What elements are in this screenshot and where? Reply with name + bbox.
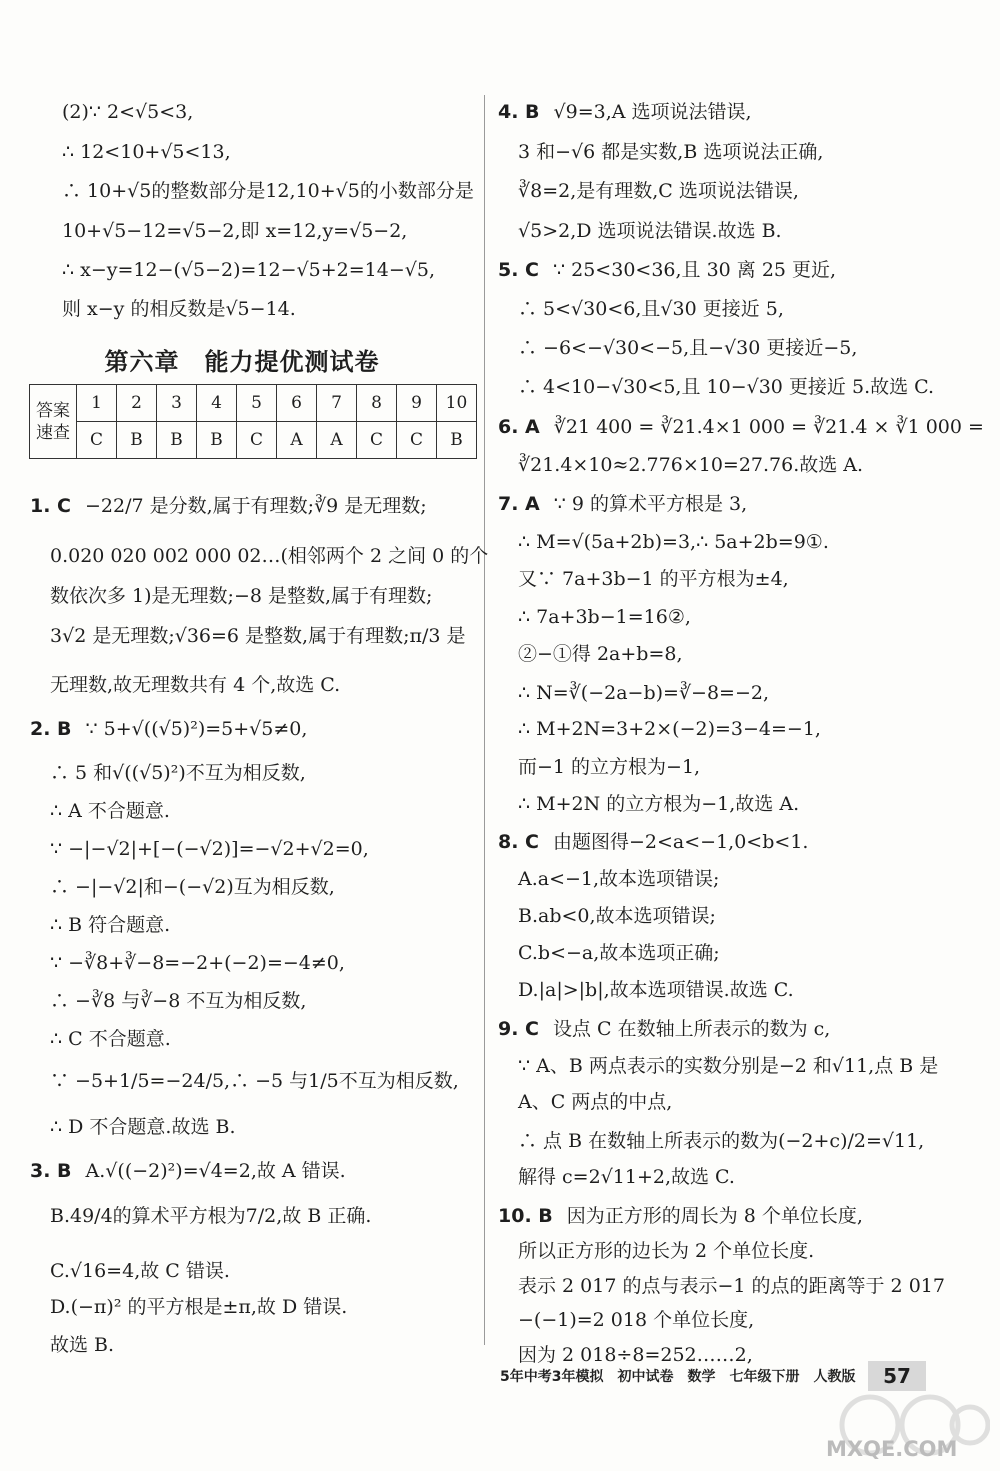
question-number: 7. A [498,493,540,515]
solution-line [518,754,700,780]
solution-line [50,912,170,938]
solution-line [518,1089,672,1115]
solution-text: 因为 2 018÷8=252……2, [518,1344,753,1366]
solution-text: B.ab<0,故本选项错误; [518,905,716,927]
answer-table [29,384,477,459]
solution-text: 由题图得−2<a<−1,0<b<1. [553,831,809,853]
solution-line [50,1203,371,1229]
answer-letter: C [397,422,437,459]
solution-line [518,1128,924,1154]
solution-text: ∴ C 不合题意. [50,1028,171,1050]
solution-line [498,414,984,440]
column-divider [484,95,485,1345]
answer-number: 6 [277,385,317,422]
question-number: 6. A [498,416,540,438]
answer-letter: A [277,422,317,459]
solution-line [50,583,432,609]
solution-line [518,1164,735,1190]
solution-text: 3√2 是无理数;√36=6 是整数,属于有理数;π/3 是 [50,625,466,647]
solution-text: ∴ B 符合题意. [50,914,171,936]
answer-letter: A [317,422,357,459]
question-number: 8. C [498,831,539,853]
solution-text: ∴ M+2N=3+2×(−2)=3−4=−1, [518,718,821,740]
solution-line [518,1273,945,1299]
solution-line [518,866,719,892]
solution-text: 0.020 020 002 000 02…(相邻两个 2 之间 0 的个 [50,545,489,567]
solution-text: C.b<−a,故本选项正确; [518,942,720,964]
answer-number: 8 [357,385,397,422]
solution-line [518,1053,938,1079]
footer-text: 5年中考3年模拟 初中试卷 数学 七年级下册 人教版 [500,1369,856,1385]
question-number: 9. C [498,1018,539,1040]
solution-text: A.√((−2)²)=√4=2,故 A 错误. [85,1160,346,1182]
text-line: ∴ 10+√5的整数部分是12,10+√5的小数部分是 [62,180,474,202]
text-line: ∴ x−y=12−(√5−2)=12−√5+2=14−√5, [62,259,436,281]
solution-text: 3 和−√6 都是实数,B 选项说法正确, [518,141,824,163]
solution-text: ∴ 5<√30<6,且√30 更接近 5, [518,298,784,320]
solution-line [30,1158,346,1184]
solution-line [50,1026,171,1052]
solution-text: 设点 C 在数轴上所表示的数为 c, [553,1018,831,1040]
solution-line [518,940,720,966]
solution-text: ②−①得 2a+b=8, [518,643,683,665]
solution-line [50,798,170,824]
solution-line [50,836,369,862]
solution-line [50,760,306,786]
solution-text: 又∵ 7a+3b−1 的平方根为±4, [518,568,789,590]
solution-text: ∴ −6<−√30<−5,且−√30 更接近−5, [518,337,858,359]
solution-line [518,1307,754,1333]
solution-line [498,1016,830,1042]
solution-text: ∴ M+2N 的立方根为−1,故选 A. [518,793,800,815]
solution-line [518,641,683,667]
answer-number: 5 [237,385,277,422]
solution-text: √5>2,D 选项说法错误.故选 B. [518,220,782,242]
solution-line [518,791,799,817]
answer-letter: B [437,422,477,459]
solution-text: ∛8=2,是有理数,C 选项说法错误, [518,180,799,202]
solution-text: ∵ 9 的算术平方根是 3, [553,493,748,515]
solution-text: ∴ D 不合题意.故选 B. [50,1116,236,1138]
answer-letter: B [197,422,237,459]
solution-line [50,950,345,976]
solution-line [518,903,716,929]
solution-text: C.√16=4,故 C 错误. [50,1260,230,1282]
solution-text: 解得 c=2√11+2,故选 C. [518,1166,735,1188]
solution-text: ∵ 5+√((√5)²)=5+√5≠0, [85,718,308,740]
solution-text: ∴ A 不合题意. [50,800,170,822]
answer-number: 10 [437,385,477,422]
solution-line [498,491,747,517]
answer-number: 4 [197,385,237,422]
solution-line [50,623,466,649]
solution-line [30,493,427,519]
answer-number: 2 [117,385,157,422]
solution-line [518,977,794,1003]
answer-number: 7 [317,385,357,422]
solution-text: ∛21 400 = ∛21.4×1 000 = ∛21.4 × ∛1 000 = [553,416,984,438]
solution-text: ∵ A、B 两点表示的实数分别是−2 和√11,点 B 是 [518,1055,939,1077]
solution-line [518,139,823,165]
answer-table-header: 答案速查 [30,385,77,459]
solution-line [518,1238,814,1264]
solution-text: ∴ −|−√2|和−(−√2)互为相反数, [50,876,335,898]
solution-line [518,604,691,630]
solution-line [518,335,857,361]
answer-letter: C [357,422,397,459]
solution-text: ∴ M=√(5a+2b)=3,∴ 5a+2b=9①. [518,531,829,553]
solution-line [498,1203,863,1229]
solution-line [518,716,821,742]
solution-text: ∵ −∛8+∛−8=−2+(−2)=−4≠0, [50,952,345,974]
solution-line [518,374,934,400]
solution-line [518,566,789,592]
solution-text: D.|a|>|b|,故本选项错误.故选 C. [518,979,794,1001]
solution-text: ∴ N=∛(−2a−b)=∛−8=−2, [518,682,770,704]
solution-line [518,1342,753,1368]
solution-line [50,1294,347,1320]
solution-text: 表示 2 017 的点与表示−1 的点的距离等于 2 017 [518,1275,945,1297]
solution-text: 故选 B. [50,1334,115,1356]
text-line: 则 x−y 的相反数是√5−14. [62,298,296,320]
text-line: (2)∵ 2<√5<3, [62,101,194,123]
solution-text: √9=3,A 选项说法错误, [553,101,752,123]
solution-text: ∛21.4×10≈2.776×10=27.76.故选 A. [518,454,864,476]
solution-text: ∴ 7a+3b−1=16②, [518,606,691,628]
solution-line [518,452,863,478]
question-number: 1. C [30,495,71,517]
solution-text: ∴ 点 B 在数轴上所表示的数为(−2+c)/2=√11, [518,1130,925,1152]
solution-line [498,99,752,125]
solution-line [50,543,488,569]
question-number: 5. C [498,259,539,281]
watermark-text: MXQE.COM [826,1437,958,1461]
solution-line [50,1068,459,1094]
page-number: 57 [868,1361,926,1391]
solution-text: ∵ −|−√2|+[−(−√2)]=−√2+√2=0, [50,838,369,860]
solution-text: ∵ −5+1/5=−24/5,∴ −5 与1/5不互为相反数, [50,1070,459,1092]
solution-line [50,1332,114,1358]
solution-text: ∴ 4<10−√30<5,且 10−√30 更接近 5.故选 C. [518,376,935,398]
solution-line [50,672,340,698]
solution-line [50,1258,230,1284]
solution-text: A.a<−1,故本选项错误; [518,868,720,890]
answer-number: 1 [77,385,117,422]
question-number: 3. B [30,1160,72,1182]
question-number: 2. B [30,718,72,740]
answer-number: 3 [157,385,197,422]
solution-line [518,296,784,322]
answer-letter: B [157,422,197,459]
solution-text: B.49/4的算术平方根为7/2,故 B 正确. [50,1205,372,1227]
solution-line [50,874,335,900]
solution-text: −(−1)=2 018 个单位长度, [518,1309,755,1331]
question-number: 4. B [498,101,540,123]
question-number: 10. B [498,1205,553,1227]
solution-text: 所以正方形的边长为 2 个单位长度. [518,1240,815,1262]
solution-text: ∵ 25<30<36,且 30 离 25 更近, [553,259,837,281]
solution-line [518,529,829,555]
solution-line [518,218,782,244]
solution-text: 数依次多 1)是无理数;−8 是整数,属于有理数; [50,585,433,607]
solution-line [498,257,836,283]
solution-text: A、C 两点的中点, [518,1091,673,1113]
text-line: 10+√5−12=√5−2,即 x=12,y=√5−2, [62,220,408,242]
solution-line [50,1114,235,1140]
solution-text: −22/7 是分数,属于有理数;∛9 是无理数; [85,495,427,517]
chapter-title: 第六章 能力提优测试卷 [104,348,380,376]
answer-letter: C [237,422,277,459]
solution-text: 而−1 的立方根为−1, [518,756,701,778]
answer-letter: C [77,422,117,459]
solution-line [518,178,799,204]
solution-text: 因为正方形的周长为 8 个单位长度, [566,1205,863,1227]
solution-line [498,829,808,855]
answer-letter: B [117,422,157,459]
solution-line [30,716,307,742]
solution-text: 无理数,故无理数共有 4 个,故选 C. [50,674,341,696]
solution-text: D.(−π)² 的平方根是±π,故 D 错误. [50,1296,348,1318]
text-line: ∴ 12<10+√5<13, [62,141,231,163]
answer-number: 9 [397,385,437,422]
solution-text: ∴ −∛8 与∛−8 不互为相反数, [50,990,307,1012]
solution-text: ∴ 5 和√((√5)²)不互为相反数, [50,762,306,784]
solution-line [50,988,306,1014]
solution-line [518,680,769,706]
